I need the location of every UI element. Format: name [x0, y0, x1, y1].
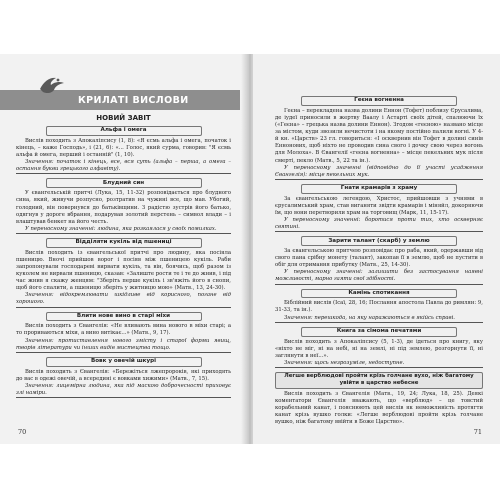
- entry-wolf-sheep: [16, 357, 231, 398]
- entry-title-box: [46, 357, 202, 367]
- entry-text: У євангельській притчі (Лука, 15, 11-32) розповідається про блудного сина, який, живучи розпусно, розтратив на чужині все, що мав. Убогий, голодний, він повернувся до батьківщини. З радістю зустрів його батько, одягнув у дороге вбрання, подарував золотий перстень – символ влади – і влаштував бенкет на його честь.: [16, 190, 231, 225]
- entry-merchants-temple: [275, 184, 483, 232]
- entry-bury-talent: [275, 236, 483, 284]
- entry-title: Книга за сімома печатями: [336, 328, 422, 335]
- entry-meaning: Значення: початок і кінець, все, вся суть (альфа – перша, а омега – остання букви грецького алфавіту).: [16, 159, 231, 174]
- entry-title-box: [301, 327, 457, 337]
- entry-title-box: [301, 289, 457, 299]
- entry-alpha-omega: [16, 126, 231, 174]
- entry-title-box: [301, 96, 457, 106]
- entry-text: Біблійний вислів (Ісаї, 28, 16; Послання апостола Павла до римлян: 9, 31-33, та ін.).: [275, 300, 483, 314]
- entry-meaning: Значення: щось незрозуміле, недоступне.: [275, 360, 483, 368]
- right-page-content: [275, 92, 483, 426]
- entry-title-box: [275, 372, 483, 389]
- entry-tares-wheat: [16, 238, 231, 308]
- entry-title-box: [301, 236, 457, 246]
- entry-stumbling-stone: [275, 289, 483, 323]
- page-number-right: 71: [473, 428, 482, 436]
- page-number-left: 70: [18, 428, 27, 436]
- entry-meaning: У переносному значенні: боротися проти тих, хто оскверняє святині.: [275, 217, 483, 232]
- entry-title: Камінь спотикання: [348, 289, 410, 296]
- entry-title: Зарити талант (скарб) у землю: [328, 237, 430, 244]
- entry-text: Вислів походить з Апокаліпсису (5, 1-3), де ідеться про книгу, яку «ніхто не міг, ні на небі, ні на землі, ні під землею, розгорнути її, ні заглянути в неї...».: [275, 338, 483, 359]
- entry-seven-seals: [275, 327, 483, 368]
- entry-title: Гнати крамарів з храму: [340, 185, 418, 192]
- entry-title: Геєна вогненна: [354, 97, 404, 104]
- entry-meaning: Значення: перешкода, на яку наражаються в якійсь справі.: [275, 315, 483, 323]
- entry-new-wine: [16, 312, 231, 353]
- entry-gehenna: [275, 96, 483, 180]
- entry-text: Вислів походить з Євангелія: «Бережіться лжепророків, які приходять до вас в одежі овечій, а всередині є вовками хижими» (Матв., 7, 15).: [16, 368, 231, 382]
- section-title: НОВИЙ ЗАВІТ: [96, 114, 151, 122]
- entry-camel-needle: [275, 372, 483, 426]
- entry-title: Блудний син: [102, 179, 145, 186]
- entry-title: Вовк у овечій шкурі: [90, 358, 157, 365]
- left-page: [0, 54, 247, 444]
- left-page-content: [16, 106, 231, 400]
- chapter-title: КРИЛАТІ ВИСЛОВИ: [78, 95, 189, 106]
- entry-prodigal-son: [16, 178, 231, 233]
- entry-title: Легше верблюдові пройти крізь голчане вухо, ніж багатому увійти в царство небесне: [284, 373, 474, 387]
- entry-text: Вислів походить із євангельської притчі про людину, яка посіяла пшеницю. Вночі прийшов ворог і посіяв між пшеницею кукіль. Раби запропонували господареві вирвати кукіль, та він, боячись, щоб разом із куколем не вирвали пшеницю, сказав: «Залиште рости те і те до жнив, і під час жнив я скажу женцям: "Зберіть перше кукіль і зв'яжіть його в снопи, щоб його спалити, а пшеницю зберіть у житницю мою» (Матв., 13, 24-30).: [16, 249, 231, 292]
- entry-meaning: Значення: лицемірна людина, яка під маскою доброчесності приховує злі наміри.: [16, 383, 231, 398]
- entry-meaning: Значення: протиставлення нового змісту і старої форми явищ, творів літератури чи інших видів мистецтва тощо.: [16, 338, 231, 353]
- entry-text: За євангельською легендою, Христос, прийшовши з учнями в єрусалимський храм, став виганяти звідти крамарів і міняйл, докоряючи їм, що вони перетворили храм на торговищ (Марк, 11, 15-17).: [275, 195, 483, 216]
- entry-meaning: У переносному значенні: людина, яка розкаялася у своїх помилках.: [16, 226, 231, 234]
- entry-text: Вислів походить з Євангелія: «Не вливають вина нового в міхи старі; а то прориваються міхи, а вино витікає...» (Матв., 9, 17).: [16, 323, 231, 337]
- winged-bird-icon: [38, 75, 66, 97]
- entry-title-box: [46, 312, 202, 322]
- entry-title-box: [46, 238, 202, 248]
- entry-title: Альфа і омега: [100, 127, 147, 134]
- book-spread: [0, 54, 500, 444]
- entry-title-box: [46, 178, 202, 188]
- entry-meaning: Значення: відокремлювати шкідливе від корисного, погане від хорошого.: [16, 292, 231, 307]
- entry-title-box: [301, 184, 457, 194]
- entry-text: За євангельською притчею розповідає про раба, який, одержавши від свого пана срібну монету (талант), закопав її в землю, щоб не пустити в обіг для отримання прибутку (Матв., 25, 14-30).: [275, 248, 483, 269]
- entry-text: Вислів походить з Євангелія (Матв., 19, 24; Лука, 18, 25). Деякі коментатори Євангелія вважають, що «верблюд» – це товстий корабельний канат, і пояснюють цей вислів як неможливість протягти канат крізь вушко голки: «Легше верблюдові пройти крізь голчане вушко, ніж багатому ввійти в Боже Царство».: [275, 390, 483, 426]
- entry-text: Вислів походить з Апокаліпсису (1, 8): «Я єсмь альфа і омега, початок і кінець, – каже Господь», і (21, 6): «... Голос, який сурма, говорив: "Я єсмь альфа й омега, перший і останній" (1, 10).: [16, 137, 231, 159]
- entry-meaning: У переносному значенні (відповідно до її участі усадження Євангелія): місце пекельних мук.: [275, 165, 483, 180]
- right-page: [253, 54, 500, 444]
- entry-meaning: У переносному значенні: залишити без застосування наявні можливості, марно гаяти свої здібності.: [275, 269, 483, 284]
- entry-title: Відділяти кукіль від пшениці: [75, 239, 172, 246]
- entry-title: Влити нове вино в старі міхи: [76, 312, 171, 319]
- entry-text: Геєна – перекладена назва долини Еннон (Тофет) поблизу Єрусалима, де іудеї приносили в жертву Ваалу і Астарті своїх дітей, спалюючи їх («Геєна» – грецька назва долини Еннон). Згодом «геєною» названо місце за містом, куди звозили нечистоти і на якому постійно палили вогні. У 4-й кн. «Царств» 23 гл. говориться: «І осквернив він Тофет в долині синів Еннонових, щоб ніхто не проводив сина свого і дочку свою через вогонь для Молоха». В Євангелії «геєна вогненна» – місце пекельних мук після смерті, пекло (Матв., 5, 22 та ін.).: [275, 107, 483, 164]
- entry-title-box: [46, 126, 202, 136]
